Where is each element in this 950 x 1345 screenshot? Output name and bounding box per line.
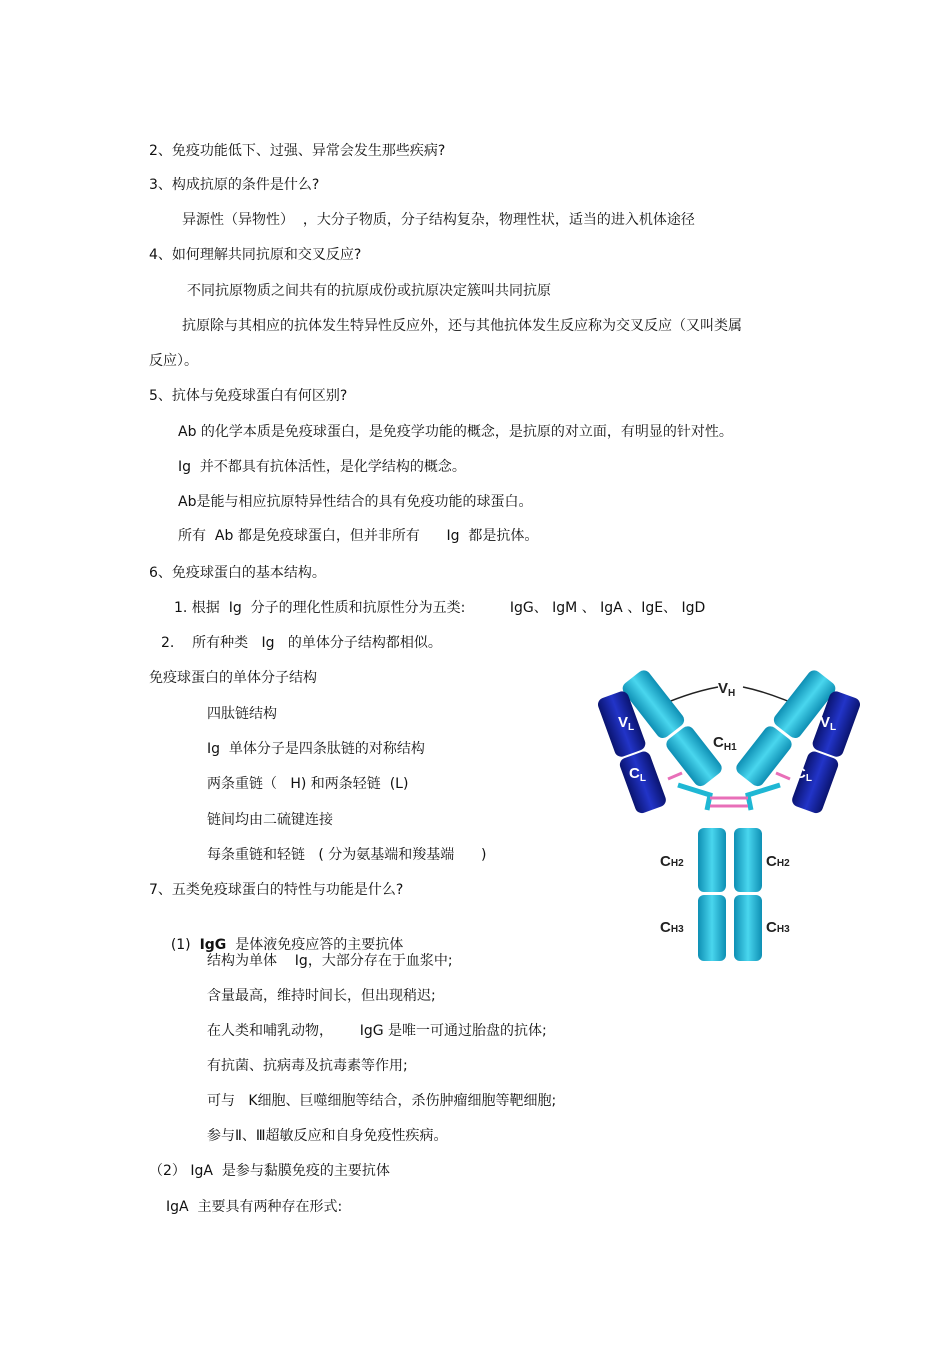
answer-5-line-1: Ab 的化学本质是免疫球蛋白，是免疫学功能的概念，是抗原的对立面，有明显的针对性。: [178, 424, 733, 440]
igg-item-3: 在人类和哺乳动物， IgG 是唯一可通过胎盘的抗体;: [207, 1023, 547, 1039]
ch3-domain-left: [698, 895, 726, 961]
monomer-item-3: 两条重链（ H) 和两条轻链 (L): [207, 776, 409, 792]
vl-label-left: $V_L$: [618, 714, 635, 733]
answer-4-line-3: 反应）。: [149, 353, 198, 369]
hinge-right: [748, 785, 780, 810]
disulfide-bond-right: [776, 773, 790, 779]
ch2-label-right: CH2: [766, 853, 790, 870]
igg-number: (1): [170, 937, 191, 953]
vl-label-right: $V_L$: [820, 714, 837, 733]
igg-item-2: 含量最高，维持时间长，但出现稍迟;: [207, 988, 436, 1004]
antibody-structure-diagram: [598, 665, 860, 965]
iga-item-1: IgA 主要具有两种存在形式:: [166, 1199, 343, 1215]
question-4: 4、如何理解共同抗原和交叉反应?: [149, 247, 362, 263]
ch1-label: $C_{H1}$: [713, 734, 737, 753]
monomer-structure-title: 免疫球蛋白的单体分子结构: [149, 670, 317, 686]
question-5: 5、抗体与免疫球蛋白有何区别?: [149, 388, 348, 404]
answer-6-line-1: 1. 根据 Ig 分子的理化性质和抗原性分为五类: IgG、 IgM 、 IgA 、IgE、 IgD: [174, 600, 706, 616]
ch2-label-left: CH2: [660, 853, 684, 870]
cl-label-left: $C_L$: [629, 765, 646, 784]
answer-5-line-4: 所有 Ab 都是免疫球蛋白，但并非所有 Ig 都是抗体。: [178, 528, 539, 544]
igg-description: 是体液免疫应答的主要抗体: [235, 937, 404, 953]
question-7: 7、五类免疫球蛋白的特性与功能是什么?: [149, 882, 404, 898]
cl-label-right: $C_L$: [795, 765, 812, 784]
monomer-item-2: Ig 单体分子是四条肽链的对称结构: [207, 741, 425, 757]
answer-5-line-3: Ab是能与相应抗原特异性结合的具有免疫功能的球蛋白。: [178, 494, 533, 510]
question-3: 3、构成抗原的条件是什么?: [149, 177, 320, 193]
iga-heading: （2） IgA 是参与黏膜免疫的主要抗体: [149, 1163, 390, 1179]
answer-3: 异源性（异物性） ，大分子物质，分子结构复杂，物理性状，适当的进入机体途径: [182, 212, 695, 228]
ch1-domain-right: [734, 724, 795, 789]
answer-4-line-2: 抗原除与其相应的抗体发生特异性反应外，还与其他抗体发生反应称为交叉反应（又叫类属: [182, 318, 742, 334]
ch3-label-right: CH3: [766, 919, 790, 936]
ch2-domain-left: [698, 828, 726, 892]
igg-name: IgG: [199, 937, 227, 953]
igg-item-5: 可与 K细胞、巨噬细胞等结合，杀伤肿瘤细胞等靶细胞;: [207, 1093, 557, 1109]
igg-item-6: 参与Ⅱ、Ⅲ超敏反应和自身免疫性疾病。: [207, 1128, 448, 1144]
igg-item-1: 结构为单体 Ig，大部分存在于血浆中;: [207, 953, 453, 969]
cl-domain-right: [790, 750, 840, 815]
monomer-item-5: 每条重链和轻链 ( 分为氨基端和羧基端 ): [207, 847, 487, 863]
disulfide-bond-left: [668, 773, 682, 779]
igg-item-4: 有抗菌、抗病毒及抗毒素等作用;: [207, 1058, 408, 1074]
hinge-left: [678, 785, 710, 810]
answer-5-line-2: Ig 并不都具有抗体活性，是化学结构的概念。: [178, 459, 466, 475]
answer-6-line-2: 2. 所有种类 Ig 的单体分子结构都相似。: [161, 635, 442, 651]
monomer-item-4: 链间均由二硫键连接: [207, 812, 333, 828]
ch2-domain-right: [734, 828, 762, 892]
vh-label: $V_H$: [718, 680, 736, 699]
ch3-domain-right: [734, 895, 762, 961]
question-2: 2、免疫功能低下、过强、异常会发生那些疾病?: [149, 143, 446, 159]
ch3-label-left: CH3: [660, 919, 684, 936]
monomer-item-1: 四肽链结构: [207, 706, 277, 722]
question-6: 6、免疫球蛋白的基本结构。: [149, 565, 326, 581]
answer-4-line-1: 不同抗原物质之间共有的抗原成份或抗原决定簇叫共同抗原: [187, 283, 551, 299]
